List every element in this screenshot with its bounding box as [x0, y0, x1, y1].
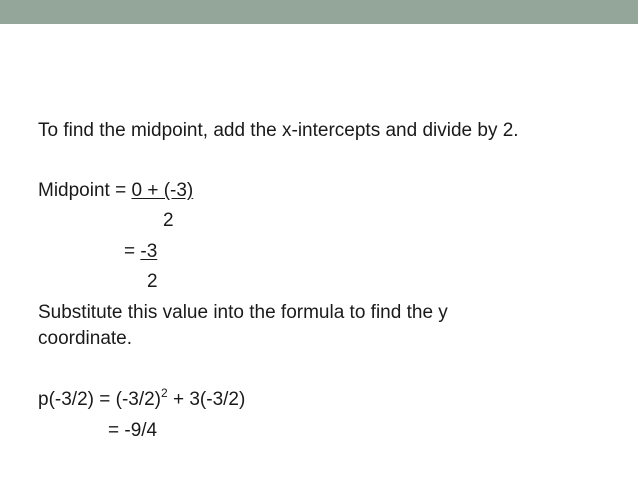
midpoint-result: [124, 241, 157, 263]
substitute-text-line2: coordinate.: [38, 328, 133, 349]
p-result: = -9/4: [108, 420, 158, 441]
p-equation: [38, 385, 246, 411]
substitute-text-line1: Substitute this value into the formula to find the y: [38, 302, 448, 323]
midpoint-label: Midpoint =: [38, 180, 132, 201]
midpoint-numerator: 0 + (-3): [131, 180, 194, 201]
result-denominator: 2: [147, 271, 158, 292]
result-equals: =: [124, 241, 141, 262]
slide-top-band: [0, 0, 638, 24]
result-numerator: -3: [140, 241, 158, 262]
intro-text: To find the midpoint, add the x-intercepts and divide by 2.: [38, 120, 519, 141]
p-equation-lhs: p(-3/2) = (-3/2): [38, 389, 162, 410]
midpoint-formula: [38, 180, 193, 202]
p-equation-rhs: + 3(-3/2): [167, 389, 246, 410]
p-equation-exponent: 2: [161, 385, 168, 400]
midpoint-denominator: 2: [163, 210, 174, 231]
